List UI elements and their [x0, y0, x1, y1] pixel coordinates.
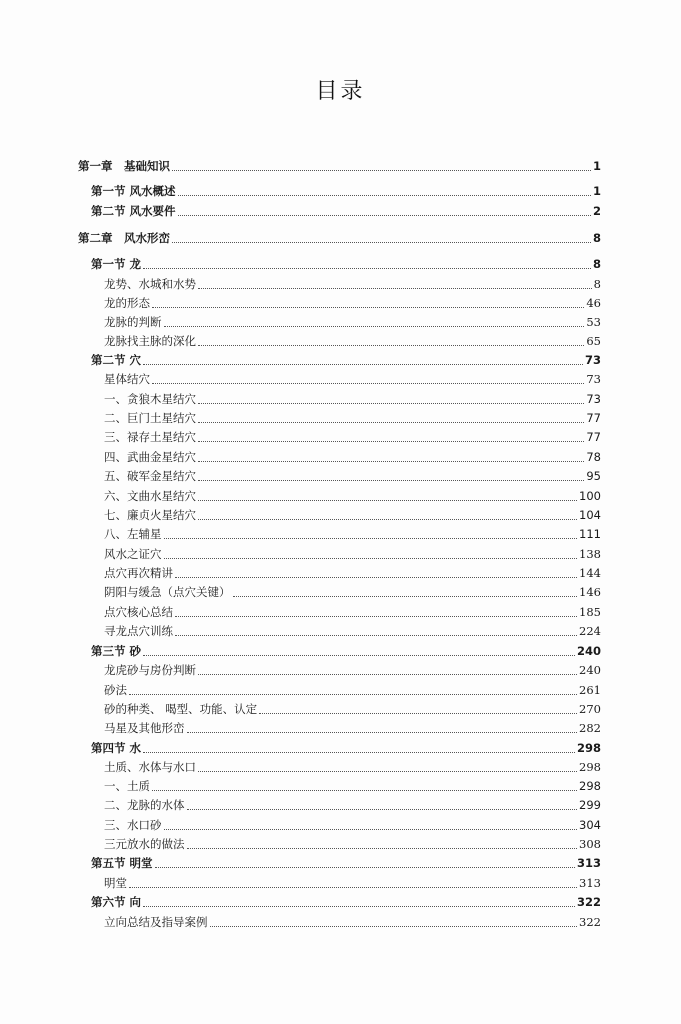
toc-entry-page-number: 282: [579, 721, 601, 735]
toc-entry[interactable]: [104, 583, 601, 601]
dot-leader: [143, 655, 575, 656]
toc-entry-label: 八、左辅星: [104, 527, 162, 541]
toc-entry-page-number: 8: [592, 257, 601, 271]
dot-leader: [198, 500, 577, 501]
toc-entry-label: 五、破军金星结穴: [104, 469, 196, 483]
toc-entry-label: 第四节 水: [91, 741, 142, 755]
toc-entry-label: 一、土质: [104, 779, 150, 793]
toc-entry-page-number: 104: [579, 508, 601, 522]
dot-leader: [129, 694, 577, 695]
toc-entry[interactable]: [104, 719, 601, 737]
toc-entry-page-number: 46: [586, 296, 601, 310]
toc-entry-label: 明堂: [104, 876, 127, 890]
toc-entry-page-number: 1: [592, 159, 601, 173]
dot-leader: [175, 635, 577, 636]
toc-entry-label: 三元放水的做法: [104, 837, 185, 851]
toc-entry-label: 第三节 砂: [91, 644, 142, 658]
dot-leader: [198, 461, 584, 462]
toc-entry-label: 六、文曲水星结穴: [104, 489, 196, 503]
toc-entry[interactable]: [104, 545, 601, 563]
toc-entry-page-number: 65: [586, 334, 601, 348]
toc-entry-page-number: 240: [579, 663, 601, 677]
toc-entry-page-number: 8: [593, 277, 601, 291]
toc-entry-page-number: 240: [576, 644, 601, 658]
dot-leader: [198, 345, 584, 346]
toc-entry-page-number: 322: [576, 895, 601, 909]
toc-entry-label: 七、廉贞火星结穴: [104, 508, 196, 522]
toc-entry-page-number: 299: [579, 798, 601, 812]
dot-leader: [198, 441, 584, 442]
dot-leader: [178, 215, 591, 216]
toc-entry-label: 第一节 风水概述: [91, 184, 176, 198]
toc-entry-label: 二、巨门土星结穴: [104, 411, 196, 425]
toc-entry[interactable]: [104, 275, 601, 293]
toc-entry[interactable]: [104, 603, 601, 621]
dot-leader: [143, 268, 591, 269]
toc-entry-label: 龙脉找主脉的深化: [104, 334, 196, 348]
toc-entry[interactable]: [104, 796, 601, 814]
toc-entry-page-number: 77: [586, 430, 601, 444]
dot-leader: [198, 422, 584, 423]
dot-leader: [164, 326, 585, 327]
toc-entry[interactable]: [91, 893, 601, 911]
toc-entry[interactable]: [91, 202, 601, 220]
dot-leader: [198, 771, 577, 772]
toc-entry-label: 点穴核心总结: [104, 605, 173, 619]
toc-entry-label: 第一节 龙: [91, 257, 142, 271]
dot-leader: [175, 577, 577, 578]
dot-leader: [198, 519, 577, 520]
toc-entry-page-number: 308: [579, 837, 601, 851]
toc-entry[interactable]: [104, 370, 601, 388]
toc-entry[interactable]: [104, 874, 601, 892]
toc-entry-page-number: 111: [579, 527, 601, 541]
toc-entry[interactable]: [104, 777, 601, 795]
toc-entry[interactable]: [78, 157, 601, 175]
toc-entry-label: 三、禄存土星结穴: [104, 430, 196, 444]
toc-entry[interactable]: [104, 332, 601, 350]
toc-entry-page-number: 144: [579, 566, 601, 580]
toc-entry-page-number: 270: [579, 702, 601, 716]
toc-entry-page-number: 146: [579, 585, 601, 599]
dot-leader: [187, 848, 578, 849]
toc-entry-label: 龙的形态: [104, 296, 150, 310]
toc-entry[interactable]: [104, 700, 601, 718]
dot-leader: [164, 538, 578, 539]
toc-entry-label: 寻龙点穴训练: [104, 624, 173, 638]
page-title: 目录: [315, 79, 366, 104]
toc-entry-label: 点穴再次精讲: [104, 566, 173, 580]
dot-leader: [175, 616, 577, 617]
toc-entry-label: 星体结穴: [104, 372, 150, 386]
toc-entry-label: 三、水口砂: [104, 818, 162, 832]
toc-entry-page-number: 2: [592, 204, 601, 218]
toc-entry-label: 龙势、水城和水势: [104, 277, 196, 291]
toc-entry[interactable]: [78, 229, 601, 247]
toc-entry[interactable]: [104, 525, 601, 543]
toc-entry-page-number: 100: [579, 489, 601, 503]
toc-entry-page-number: 298: [576, 741, 601, 755]
dot-leader: [198, 674, 577, 675]
toc-entry[interactable]: [104, 622, 601, 640]
toc-entry-label: 风水之证穴: [104, 547, 162, 561]
toc-entry-label: 第一章 基础知识: [78, 159, 170, 173]
dot-leader: [164, 829, 578, 830]
toc-entry-page-number: 313: [576, 856, 601, 870]
toc-entry-page-number: 8: [592, 231, 601, 245]
dot-leader: [198, 288, 592, 289]
toc-entry-page-number: 304: [579, 818, 601, 832]
toc-entry-page-number: 224: [579, 624, 601, 638]
toc-entry[interactable]: [104, 487, 601, 505]
dot-leader: [172, 242, 591, 243]
toc-entry-label: 第六节 向: [91, 895, 142, 909]
toc-entry-page-number: 322: [579, 915, 601, 929]
toc-entry[interactable]: [91, 854, 601, 872]
toc-entry-label: 马星及其他形峦: [104, 721, 185, 735]
dot-leader: [152, 383, 584, 384]
toc-entry-page-number: 78: [586, 450, 601, 464]
toc-entry-label: 第二节 风水要件: [91, 204, 176, 218]
toc-entry-page-number: 95: [586, 469, 601, 483]
toc-entry-page-number: 77: [586, 411, 601, 425]
toc-entry[interactable]: [104, 313, 601, 331]
toc-entry[interactable]: [104, 564, 601, 582]
dot-leader: [152, 307, 584, 308]
dot-leader: [143, 752, 575, 753]
toc-entry[interactable]: [104, 428, 601, 446]
toc-entry-page-number: 185: [579, 605, 601, 619]
toc-entry-page-number: 73: [584, 353, 601, 367]
toc-entry[interactable]: [104, 758, 601, 776]
toc-entry[interactable]: [91, 351, 601, 369]
toc-entry[interactable]: [104, 835, 601, 853]
toc-entry[interactable]: [91, 255, 601, 273]
toc-entry-label: 龙脉的判断: [104, 315, 162, 329]
dot-leader: [187, 732, 578, 733]
dot-leader: [129, 887, 577, 888]
toc-entry-label: 一、贪狼木星结穴: [104, 392, 196, 406]
dot-leader: [152, 790, 577, 791]
dot-leader: [155, 867, 575, 868]
dot-leader: [164, 558, 578, 559]
dot-leader: [172, 170, 591, 171]
dot-leader: [210, 926, 578, 927]
dot-leader: [198, 480, 584, 481]
dot-leader: [178, 195, 591, 196]
toc-entry[interactable]: [91, 642, 601, 660]
toc-entry-page-number: 138: [579, 547, 601, 561]
toc-entry-page-number: 73: [586, 372, 601, 386]
dot-leader: [198, 403, 584, 404]
toc-entry-label: 四、武曲金星结穴: [104, 450, 196, 464]
toc-entry-label: 第二章 风水形峦: [78, 231, 170, 245]
toc-entry[interactable]: [104, 681, 601, 699]
dot-leader: [259, 713, 577, 714]
toc-entry[interactable]: [104, 390, 601, 408]
dot-leader: [187, 809, 578, 810]
dot-leader: [143, 906, 575, 907]
toc-entry[interactable]: [104, 294, 601, 312]
dot-leader: [143, 364, 583, 365]
toc-entry-label: 二、龙脉的水体: [104, 798, 185, 812]
toc-entry-label: 土质、水体与水口: [104, 760, 196, 774]
toc-entry[interactable]: [104, 661, 601, 679]
toc-entry-label: 阴阳与缓急（点穴关键）: [104, 585, 231, 599]
toc-entry[interactable]: [104, 467, 601, 485]
toc-entry-page-number: 1: [592, 184, 601, 198]
toc-entry-label: 第二节 穴: [91, 353, 142, 367]
toc-entry-page-number: 261: [579, 683, 601, 697]
toc-entry-label: 龙虎砂与房份判断: [104, 663, 196, 677]
toc-entry-page-number: 313: [579, 876, 601, 890]
toc-entry-label: 立向总结及指导案例: [104, 915, 208, 929]
toc-entry-label: 砂法: [104, 683, 127, 697]
toc-entry[interactable]: [91, 182, 601, 200]
toc-entry-page-number: 298: [579, 760, 601, 774]
toc-entry[interactable]: [104, 448, 601, 466]
dot-leader: [233, 596, 578, 597]
toc-entry[interactable]: [91, 739, 601, 757]
toc-entry-page-number: 73: [586, 392, 601, 406]
toc-entry[interactable]: [104, 409, 601, 427]
toc-entry-label: 砂的种类、 喝型、功能、认定: [104, 702, 258, 716]
toc-entry[interactable]: [104, 506, 601, 524]
toc-entry[interactable]: [104, 913, 601, 931]
toc-entry-page-number: 53: [586, 315, 601, 329]
toc-entry-page-number: 298: [579, 779, 601, 793]
toc-entry[interactable]: [104, 816, 601, 834]
toc-entry-label: 第五节 明堂: [91, 856, 153, 870]
